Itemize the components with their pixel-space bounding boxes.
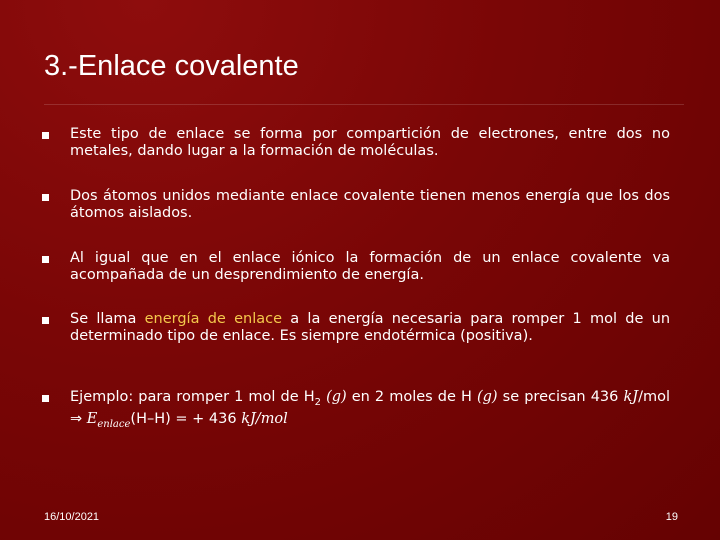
bullet-4-post: a la energía necesaria para romper 1 mol de un determinado tipo de enlace. Es siempre endotérmica (positiva).	[70, 311, 671, 344]
energy-term-highlight: energía de enlace	[144, 311, 283, 327]
unit-kj-mol: kJ/mol	[241, 410, 288, 427]
unit-kj-1: kJ	[623, 389, 639, 405]
title-divider	[44, 104, 684, 105]
slide-title: 3.-Enlace covalente	[44, 50, 299, 82]
bullet-square-icon	[42, 132, 49, 139]
energy-symbol: E	[82, 410, 98, 427]
bullet-text-4	[70, 311, 670, 345]
example-p4: /mol	[638, 389, 670, 405]
bullet-square-icon	[42, 395, 49, 402]
energy-subscript: enlace	[97, 418, 131, 430]
gas-state-1: (g)	[321, 389, 347, 405]
page-number: 19	[665, 511, 678, 523]
bullet-square-icon	[42, 256, 49, 263]
example-p5: (H–H) = + 436	[130, 410, 242, 427]
gas-state-2: (g)	[476, 389, 498, 405]
example-p3: se precisan 436	[497, 389, 624, 405]
implies-arrow-icon: ⇒	[70, 410, 83, 427]
bullet-square-icon	[42, 317, 49, 324]
example-p1: Ejemplo: para romper 1 mol de H	[70, 389, 315, 405]
footer-date: 16/10/2021	[44, 511, 100, 523]
bullet-text-1: Este tipo de enlace se forma por compartición de electrones, entre dos no metales, dando lugar a la formación de moléculas.	[70, 126, 670, 159]
bullet-text-2: Dos átomos unidos mediante enlace covalente tienen menos energía que los dos átomos aislados.	[70, 188, 670, 221]
h2-subscript: 2	[314, 396, 321, 408]
bullet-4-pre: Se llama	[70, 311, 145, 327]
bullet-square-icon	[42, 194, 49, 201]
bullet-text-3: Al igual que en el enlace iónico la formación de un enlace covalente va acompañada de un desprendimiento de energía.	[70, 250, 670, 283]
example-p2: en 2 moles de H	[346, 389, 477, 405]
bullet-text-5	[70, 389, 670, 433]
